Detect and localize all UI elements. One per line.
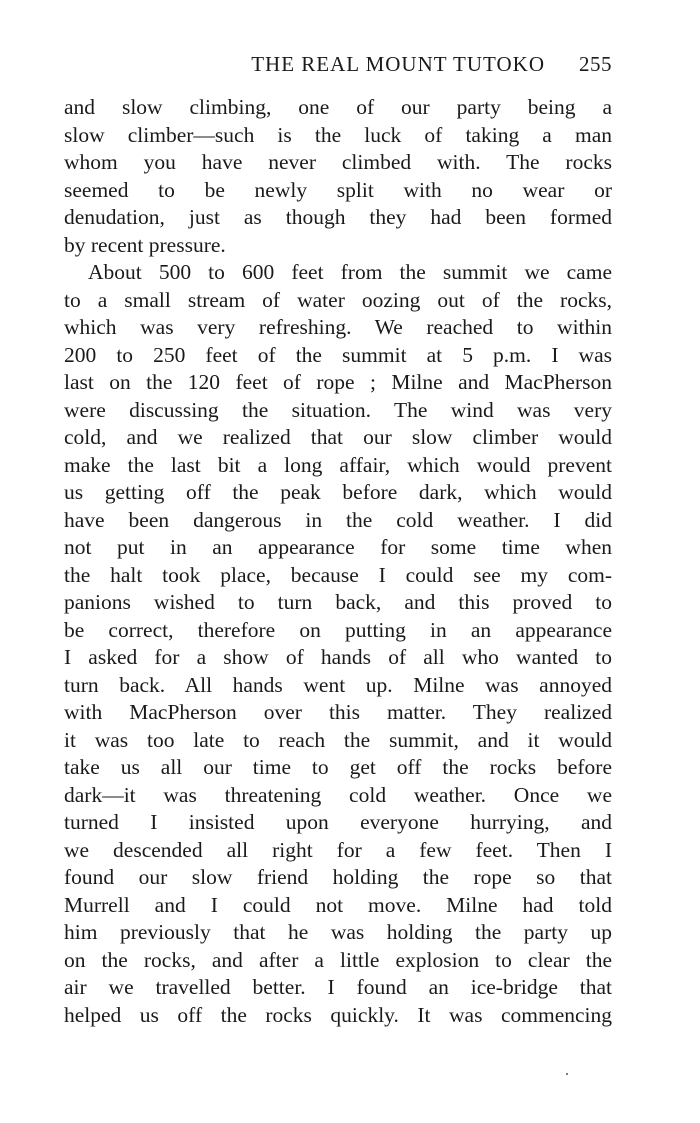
print-speck xyxy=(566,1073,568,1075)
text-line: to a small stream of water oozing out of the rocks, xyxy=(64,287,612,312)
text-line: Murrell and I could not move. Milne had told xyxy=(64,892,612,917)
text-line: helped us off the rocks quickly. It was commencing xyxy=(64,1002,612,1027)
text-line: seemed to be newly split with no wear or xyxy=(64,177,612,202)
text-line: it was too late to reach the summit, and it would xyxy=(64,727,612,752)
text-line: dark—it was threatening cold weather. Once we xyxy=(64,782,612,807)
running-head-title: THE REAL MOUNT TUTOKO xyxy=(251,52,545,76)
text-line: take us all our time to get off the rocks before xyxy=(64,755,612,779)
text-line: not put in an appearance for some time when xyxy=(64,535,612,559)
body-text xyxy=(64,94,612,1029)
text-line: last on the 120 feet of rope ; Milne and MacPherson xyxy=(64,370,612,394)
text-line: by recent pressure. xyxy=(64,232,226,257)
text-line: the halt took place, because I could see my com- xyxy=(64,562,612,587)
text-line: were discussing the situation. The wind was very xyxy=(64,397,612,422)
text-line: slow climber—such is the luck of taking a man xyxy=(64,122,612,147)
text-line: found our slow friend holding the rope so that xyxy=(64,865,612,889)
text-line: we descended all right for a few feet. Then I xyxy=(64,837,612,862)
text-line: have been dangerous in the cold weather. I did xyxy=(64,507,612,532)
text-line: be correct, therefore on putting in an appearance xyxy=(64,617,612,642)
text-line: and slow climbing, one of our party being a xyxy=(64,95,612,119)
page-number: 255 xyxy=(579,52,612,76)
text-line: denudation, just as though they had been formed xyxy=(64,205,612,229)
text-line: make the last bit a long affair, which would prevent xyxy=(64,452,612,477)
running-head xyxy=(64,52,612,92)
text-line: us getting off the peak before dark, which would xyxy=(64,480,612,504)
text-line: panions wished to turn back, and this proved to xyxy=(64,590,612,614)
paragraph-start-line: About 500 to 600 feet from the summit we came xyxy=(88,260,612,284)
text-line: on the rocks, and after a little explosion to clear the xyxy=(64,947,612,972)
text-line: turned I insisted upon everyone hurrying, and xyxy=(64,810,612,834)
text-line: I asked for a show of hands of all who wanted to xyxy=(64,645,612,669)
text-line: him previously that he was holding the party up xyxy=(64,920,612,944)
text-line: whom you have never climbed with. The rocks xyxy=(64,150,612,174)
text-line: with MacPherson over this matter. They realized xyxy=(64,700,612,724)
text-line: turn back. All hands went up. Milne was annoyed xyxy=(64,672,612,697)
book-page xyxy=(64,52,612,1029)
text-line: cold, and we realized that our slow climber would xyxy=(64,425,612,449)
text-line: air we travelled better. I found an ice-bridge that xyxy=(64,975,612,999)
text-line: which was very refreshing. We reached to within xyxy=(64,315,612,339)
text-line: 200 to 250 feet of the summit at 5 p.m. I was xyxy=(64,342,612,367)
